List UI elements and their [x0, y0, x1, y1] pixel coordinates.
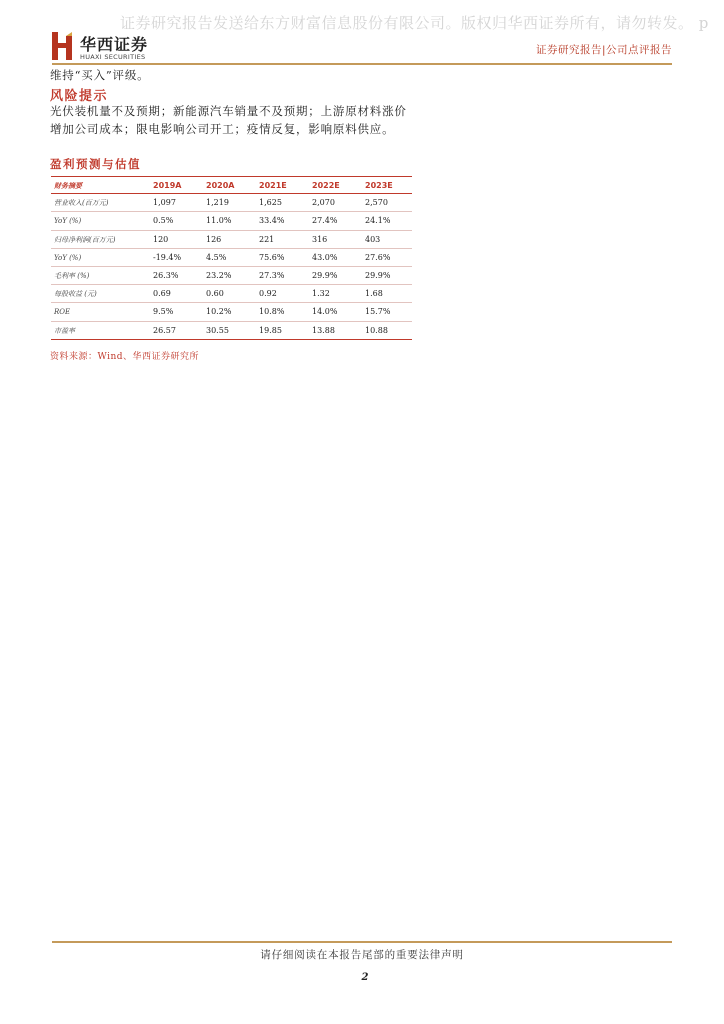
table-cell: 403 — [365, 234, 381, 244]
table-cell: 221 — [259, 234, 275, 244]
table-cell: 0.5% — [153, 216, 174, 226]
table-cell: 10.8% — [259, 307, 285, 317]
row-label: YoY (%) — [54, 253, 82, 262]
table-cell: 24.1% — [365, 216, 391, 226]
table-cell: 0.92 — [259, 289, 277, 299]
financial-summary-table — [51, 176, 412, 340]
table-cell: 15.7% — [365, 307, 391, 317]
rating-line: 维持“买入”评级。 — [50, 68, 150, 82]
table-cell: 26.3% — [153, 270, 179, 280]
row-label: 营业收入(百万元) — [54, 199, 109, 208]
logo-english-name: HUAXI SECURITIES — [80, 53, 146, 61]
row-label: 归母净利润(百万元) — [54, 235, 116, 244]
huaxi-logo-icon — [52, 32, 74, 60]
row-label: 市盈率 — [54, 326, 75, 335]
risk-section-title: 风险提示 — [50, 89, 109, 104]
header-divider — [52, 63, 672, 65]
table-header-cell: 财务摘要 — [54, 182, 82, 190]
table-cell: 19.85 — [259, 325, 282, 335]
table-cell: 316 — [312, 234, 328, 244]
table-cell: 126 — [206, 234, 222, 244]
table-row — [51, 212, 412, 230]
data-source-note: 资料来源：Wind、华西证券研究所 — [50, 352, 200, 362]
table-cell: -19.4% — [153, 252, 182, 262]
table-cell: 29.9% — [312, 270, 338, 280]
table-cell: 1,219 — [206, 198, 229, 208]
table-cell: 33.4% — [259, 216, 285, 226]
table-cell: 43.0% — [312, 252, 338, 262]
table-cell: 1.32 — [312, 289, 330, 299]
table-header-cell: 2020A — [206, 181, 235, 190]
table-cell: 26.57 — [153, 325, 176, 335]
table-cell: 27.6% — [365, 252, 391, 262]
risk-text: 光伏装机量不及预期；新能源汽车销量不及预期；上游原材料涨价增加公司成本；限电影响公司开工；疫情反复，影响原料供应。 — [50, 104, 407, 136]
table-cell: 11.0% — [206, 216, 232, 226]
table-cell: 14.0% — [312, 307, 338, 317]
table-header-cell: 2019A — [153, 181, 182, 190]
table-cell: 1,097 — [153, 198, 176, 208]
table-cell: 0.69 — [153, 289, 171, 299]
table-cell: 27.4% — [312, 216, 338, 226]
table-header-cell: 2023E — [365, 181, 393, 190]
table-cell: 120 — [153, 234, 169, 244]
logo-chinese-name: 华西证券 — [80, 35, 149, 54]
page-number: 2 — [361, 972, 369, 983]
table-cell: 0.60 — [206, 289, 224, 299]
table-row — [51, 249, 412, 267]
table-row — [51, 231, 412, 249]
table-cell: 1,625 — [259, 198, 282, 208]
table-cell: 30.55 — [206, 325, 229, 335]
table-row — [51, 285, 412, 303]
table-cell: 2,070 — [312, 198, 335, 208]
table-cell: 13.88 — [312, 325, 335, 335]
table-cell: 27.3% — [259, 270, 285, 280]
table-cell: 75.6% — [259, 252, 285, 262]
row-label: 毛利率 (%) — [54, 271, 90, 280]
legal-disclaimer-note: 请仔细阅读在本报告尾部的重要法律声明 — [260, 949, 464, 961]
watermark-text: 证券研究报告发送给东方财富信息股份有限公司。版权归华西证券所有，请勿转发。 p — [120, 14, 709, 32]
forecast-section-title: 盈利预测与估值 — [50, 157, 141, 171]
table-cell: 1.68 — [365, 289, 383, 299]
row-label: ROE — [54, 308, 71, 317]
table-row — [51, 194, 412, 212]
table-cell: 10.2% — [206, 307, 232, 317]
table-row — [51, 267, 412, 285]
table-cell: 2,570 — [365, 198, 388, 208]
table-row — [51, 322, 412, 340]
table-header-cell: 2021E — [259, 181, 287, 190]
footer-divider — [52, 941, 672, 943]
table-cell: 9.5% — [153, 307, 174, 317]
table-header-row — [51, 176, 412, 194]
table-cell: 4.5% — [206, 252, 227, 262]
row-label: 每股收益 (元) — [54, 290, 97, 299]
report-type-label: 证券研究报告|公司点评报告 — [535, 44, 672, 56]
company-logo — [52, 32, 192, 62]
table-cell: 29.9% — [365, 270, 391, 280]
table-header-cell: 2022E — [312, 181, 340, 190]
table-cell: 23.2% — [206, 270, 232, 280]
row-label: YoY (%) — [54, 217, 82, 226]
table-row — [51, 303, 412, 321]
table-cell: 10.88 — [365, 325, 388, 335]
